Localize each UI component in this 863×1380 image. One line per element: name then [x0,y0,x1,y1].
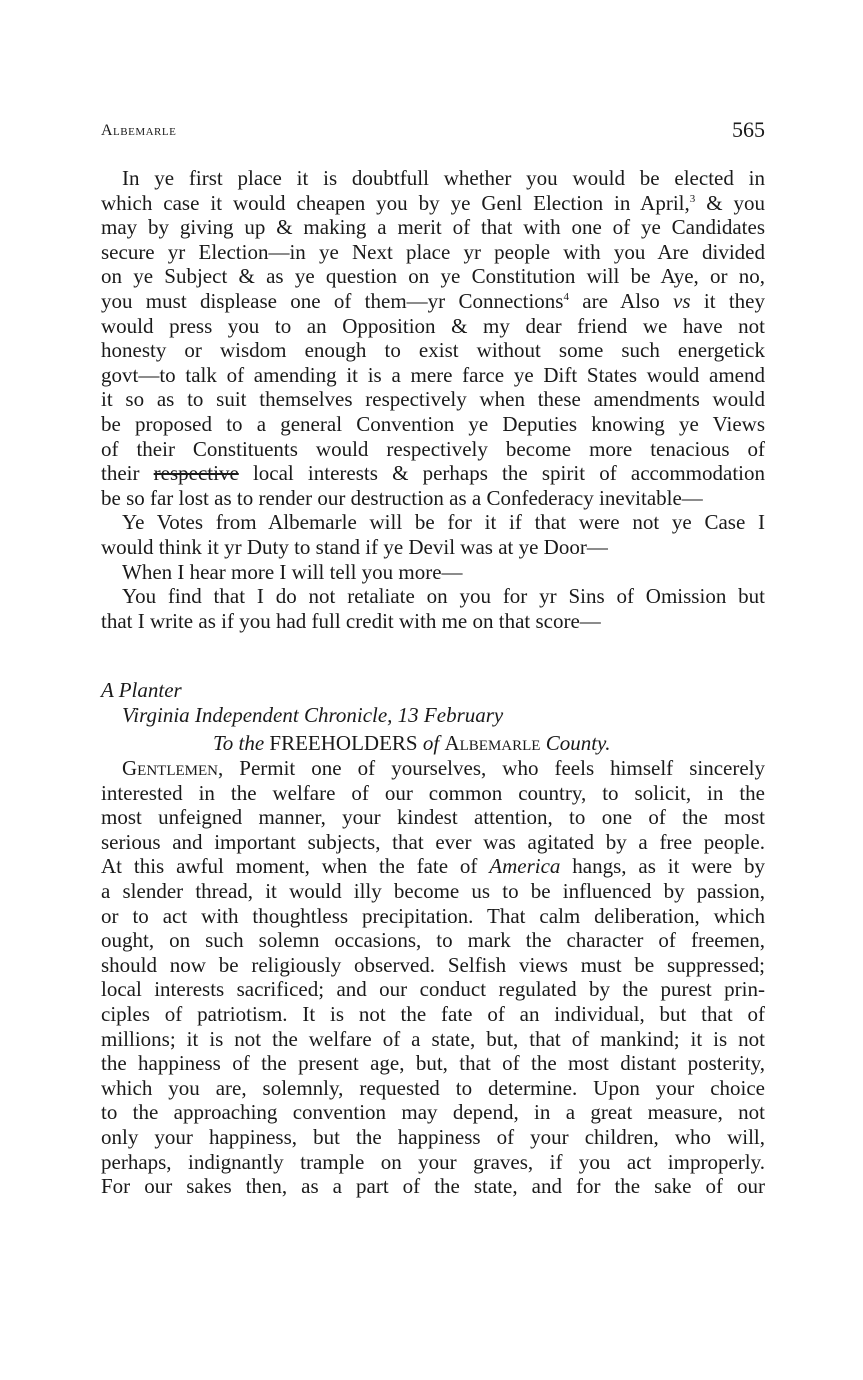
essay-line: which you are, solemnly, requested to determine. Upon your choice [101,1075,765,1100]
essay-line: perhaps, indignantly trample on your graves, if you act improperly. [101,1149,765,1174]
essay-line: the happiness of the present age, but, that of the most distant posterity, [101,1051,765,1076]
essay-line: a slender thread, it would illy become us to be influenced by passion, [101,879,765,904]
source-publication: Virginia Independent Chronicle, 13 February [122,702,504,727]
essay-line: should now be religiously observed. Selfish views must be suppressed; [101,952,765,977]
letter-line: may by giving up & making a merit of that with one of ye Candidates [101,215,765,240]
essay-line: most unfeigned manner, your kindest attention, to one of the most [101,805,765,830]
struck-word: respective [153,461,239,486]
letter-line: be so far lost as to render our destruction as a Confederacy inevitable— [101,485,703,510]
essay-line: ought, on such solemn occasions, to mark the character of freemen, [101,928,765,953]
letter-line: be proposed to a general Convention ye Deputies knowing ye Views [101,411,765,436]
essay-line: millions; it is not the welfare of a state, but, that of mankind; it is not [101,1026,765,1051]
letter-line: secure yr Election—in ye Next place yr people with you Are divided [101,239,765,264]
letter-line: When I hear more I will tell you more— [122,559,463,584]
essay-line: to the approaching convention may depend, in a great measure, not [101,1100,765,1125]
essay-line: At this awful moment, when the fate of America hangs, as it were by [101,854,765,879]
page-number: 565 [732,117,765,142]
footnote-ref: 4 [563,290,569,303]
letter-line: it so as to suit themselves respectively when these amendments would [101,387,765,412]
essay-line: For our sakes then, as a part of the state, and for the sake of our [101,1174,765,1199]
letter-line: you must displease one of them—yr Connections$^4$ are Also vs it they [101,288,765,313]
essay-line: serious and important subjects, that ever was agitated by a free people. [101,829,765,854]
letter-line: their respective local interests & perhaps the spirit of accommodation [101,461,766,486]
essay-line: or to act with thoughtless precipitation. That calm deliberation, which [101,903,765,928]
letter-line: on ye Subject & as ye question on ye Constitution will be Aye, or no, [101,264,765,289]
letter-line: govt—to talk of amending it is a mere farce ye Dift States would amend [101,362,765,387]
essay-line: only your happiness, but the happiness of your children, who will, [101,1124,765,1149]
letter-line: would think it yr Duty to stand if ye Devil was at ye Door— [101,534,608,559]
letter-line: of their Constituents would respectively become more tenacious of [101,436,765,461]
essay-line: Gentlemen, Permit one of yourselves, who feels himself sincerely [122,756,765,781]
letter-line: which case it would cheapen you by ye Genl Election in April,$^3$ & you [101,190,765,215]
salutation: Gentlemen, [122,756,224,781]
running-head: Albemarle [101,122,177,139]
address-heading: To the FREEHOLDERS of Albemarle County. [213,731,611,756]
letter-line: In ye first place it is doubtfull whether you would be elected in [122,166,765,190]
source-author: A Planter [101,678,182,703]
letter-line: honesty or wisdom enough to exist without some such energetick [101,338,765,363]
footnote-ref: 3 [689,192,696,205]
text-body [101,166,765,1199]
page-header [101,115,765,147]
letter-line: Ye Votes from Albemarle will be for it if that were not ye Case I [122,510,765,535]
letter-line: that I write as if you had full credit with me on that score— [101,608,601,633]
letter-line: You find that I do not retaliate on you for yr Sins of Omission but [122,584,765,609]
essay-line: local interests sacrificed; and our conduct regulated by the purest prin- [101,977,765,1002]
essay-line: interested in the welfare of our common country, to solicit, in the [101,780,765,805]
letter-line: would press you to an Opposition & my dear friend we have not [101,313,765,338]
essay-line: ciples of patriotism. It is not the fate of an individual, but that of [101,1002,765,1026]
